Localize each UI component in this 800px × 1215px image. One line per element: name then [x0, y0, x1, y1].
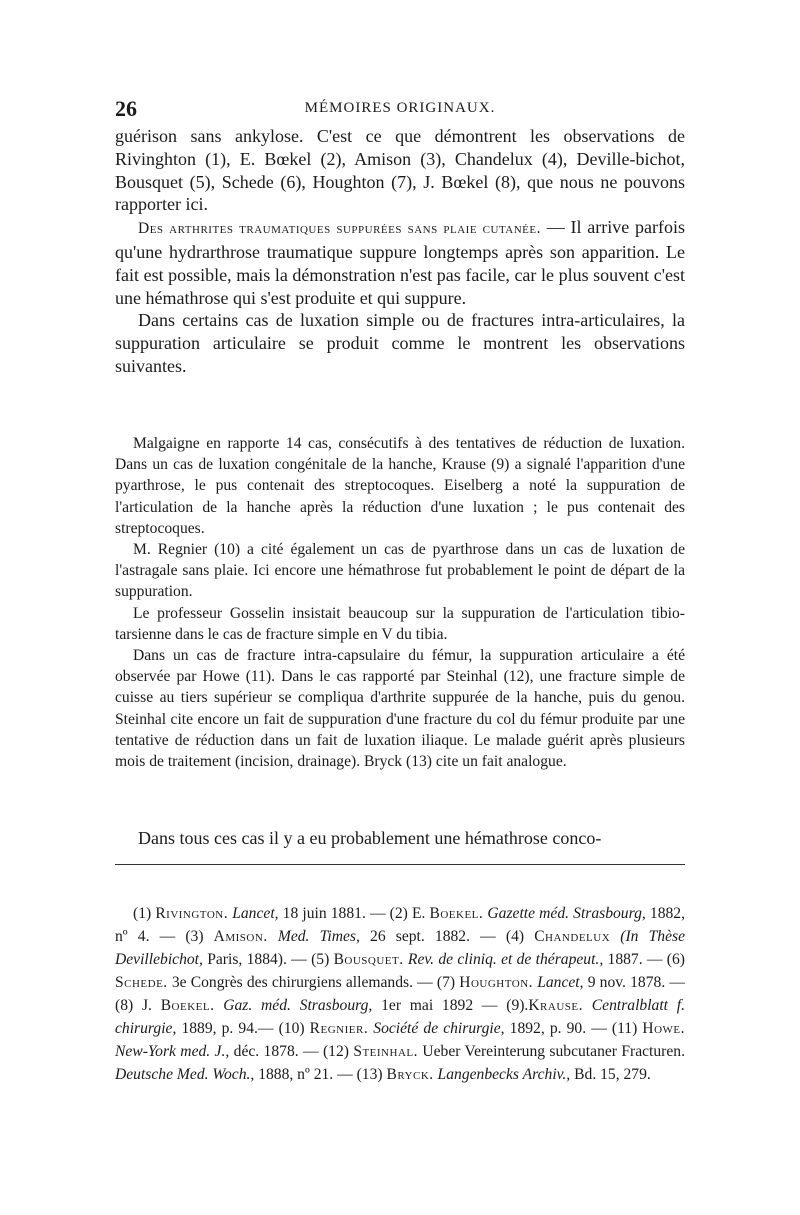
observation-paragraph: Le professeur Gosselin insistait beaucoup sur la suppuration de l'articulation tibio-tarsienne dans le cas de fracture simple en V du tibia. — [115, 604, 685, 643]
page-header — [115, 96, 685, 126]
paragraph: Dans certains cas de luxation simple ou de fractures intra-articulaires, la suppuration articulaire se produit comme le montrent les observations suivantes. — [115, 310, 685, 376]
observation-paragraph: M. Regnier (10) a cité également un cas de pyarthrose dans un cas de luxation de l'astragale sans plaie. Ici encore une hémathrose fut probablement le point de départ de la suppuration. — [115, 541, 685, 601]
closing-line: Dans tous ces cas il y a eu probablement une hémathrose conco- — [138, 828, 602, 848]
page-number: 26 — [115, 96, 137, 121]
paragraph — [115, 216, 685, 309]
observation-paragraph: Malgaigne en rapporte 14 cas, consécutifs à des tentatives de réduction de luxation. Dans un cas de luxation congénitale de la hanche, Krause (9) a signalé l'apparition d'une pyarthrose, le pus contenait des streptocoques. Eiselberg a noté la suppuration de l'articulation de la hanche après la réduction d'une luxation ; le pus contenait des streptocoques. — [115, 435, 685, 537]
footnotes — [115, 902, 685, 1086]
paragraph: guérison sans ankylose. C'est ce que démontrent les observations de Rivinghton (1), E. Bœkel (2), Amison (3), Chandelux (4), Deville-bichot, Bousquet (5), Schede (6), Houghton (7), J. Bœkel (8), que nous ne pouvons rapporter ici. — [115, 126, 685, 215]
main-text — [115, 125, 685, 378]
paragraph-text: — Il arrive parfois qu'une hydrarthrose traumatique suppure longtemps après son apparition. Le fait est possible, mais la démonstration n'est pas facile, car le plus souvent c'est une hémathrose qui s'est produite et qui suppure. — [115, 217, 685, 308]
section-heading: Des arthrites traumatiques suppurées sans plaie cutanée. — [138, 220, 541, 238]
running-title: MÉMOIRES ORIGINAUX. — [304, 100, 496, 116]
footnote-divider — [115, 864, 685, 865]
observation-paragraph: Dans un cas de fracture intra-capsulaire du fémur, la suppuration articulaire a été observée par Howe (11). Dans le cas rapporté par Steinhal (12), une fracture simple de cuisse au tiers supérieur se compliqua d'arthrite suppurée de la hanche, puis du genou. Steinhal cite encore un fait de suppuration d'une fracture du col du fémur produite par une tentative de réduction dans un fait de luxation iliaque. Le malade guérit après plusieurs mois de traitement (incision, drainage). Bryck (13) cite un fait analogue. — [115, 647, 685, 771]
observations-block — [115, 433, 685, 772]
footnote-references: (1) Rivington. Lancet, 18 juin 1881. — (2) E. Boekel. Gazette méd. Strasbourg, 1882, nº 4. — (3) Amison. Med. Times, 26 sept. 1882. — (4) Chandelux (In Thèse Devillebichot, Paris, 1884). — (5) Bousquet. Rev. de cliniq. et de thérapeut., 1887. — (6) Schede. 3e Congrès des chirurgiens allemands. — (7) Houghton. Lancet, 9 nov. 1878. — (8) J. Boekel. Gaz. méd. Strasbourg, 1er mai 1892 — (9).Krause. Centralblatt f. chirurgie, 1889, p. 94.— (10) Regnier. Société de chirurgie, 1892, p. 90. — (11) Howe. New-York med. J., déc. 1878. — (12) Steinhal. Ueber Vereinterung subcutaner Fracturen. Deutsche Med. Woch., 1888, nº 21. — (13) Bryck. Langenbecks Archiv., Bd. 15, 279. — [115, 905, 685, 1083]
